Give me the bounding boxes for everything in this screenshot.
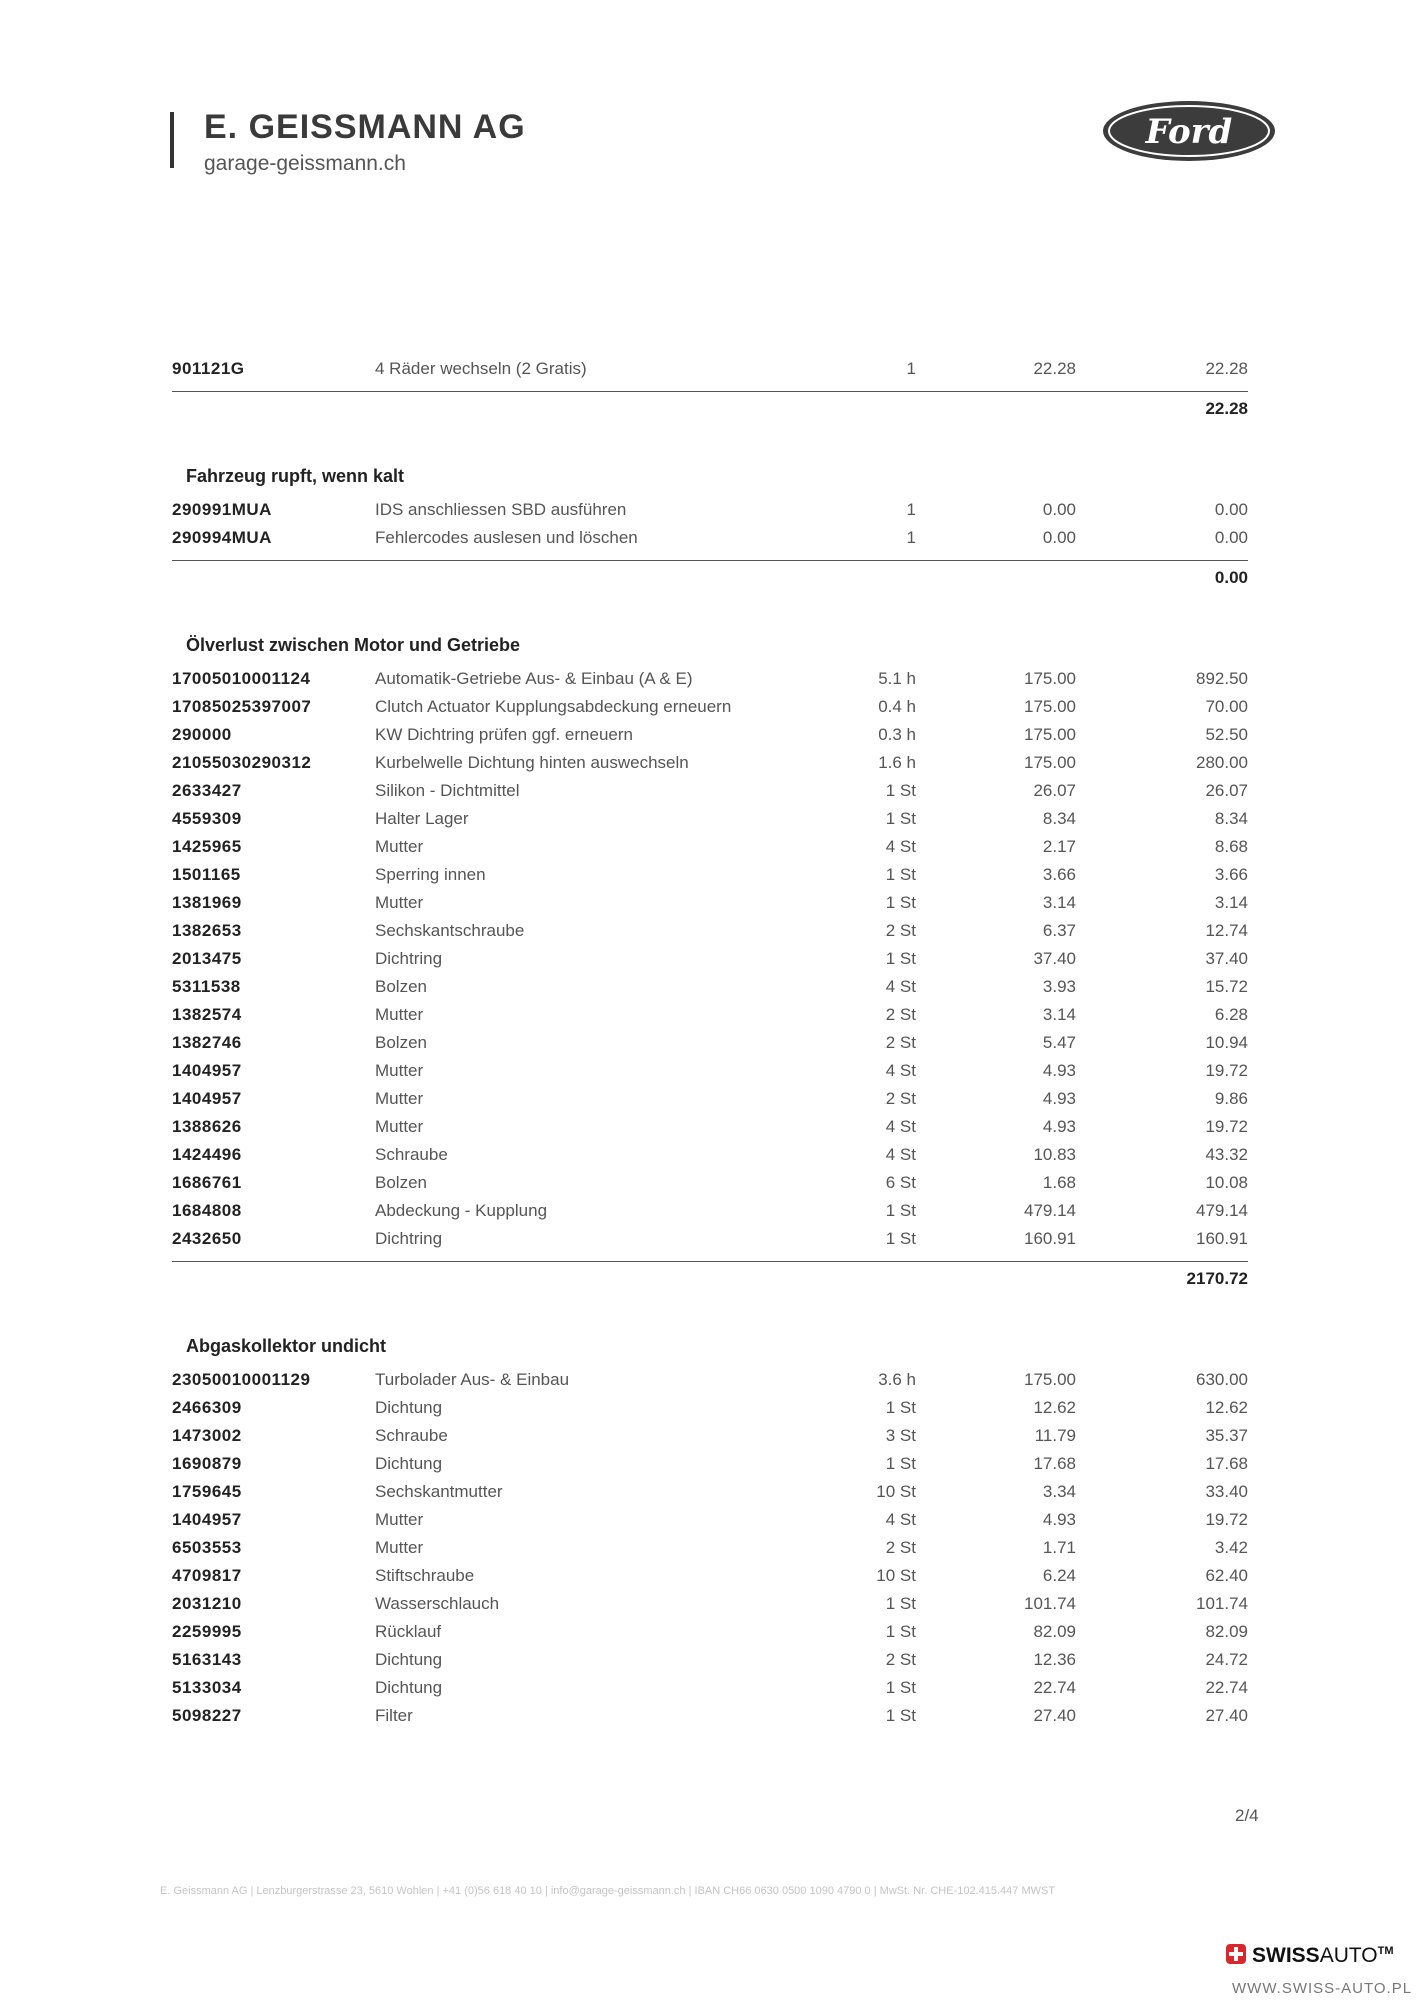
invoice-section xyxy=(0,1296,1426,1730)
item-quantity: 1 St xyxy=(885,1398,916,1417)
item-description: Schraube xyxy=(375,1145,448,1164)
item-description: Mutter xyxy=(375,893,424,912)
article-number: 1382653 xyxy=(172,921,242,940)
item-description: Sperring innen xyxy=(375,865,486,884)
line-total: 10.08 xyxy=(1205,1173,1248,1192)
line-item-row xyxy=(0,945,1426,973)
unit-price: 4.93 xyxy=(1042,1117,1076,1136)
unit-price: 0.00 xyxy=(1042,500,1076,519)
subtotal-value: 0.00 xyxy=(1214,568,1248,587)
unit-price: 82.09 xyxy=(1033,1622,1076,1641)
line-total: 43.32 xyxy=(1205,1145,1248,1164)
line-total: 12.62 xyxy=(1205,1398,1248,1417)
article-number: 5163143 xyxy=(172,1650,242,1669)
article-number: 1759645 xyxy=(172,1482,242,1501)
item-quantity: 2 St xyxy=(885,1089,916,1108)
line-item-row xyxy=(0,355,1426,383)
line-total: 22.28 xyxy=(1205,359,1248,378)
unit-price: 3.66 xyxy=(1042,865,1076,884)
article-number: 21055030290312 xyxy=(172,753,312,772)
line-item-row xyxy=(0,1646,1426,1674)
item-quantity: 0.4 h xyxy=(878,697,916,716)
line-item-row xyxy=(0,917,1426,945)
item-quantity: 1 St xyxy=(885,1706,916,1725)
item-description: Kurbelwelle Dichtung hinten auswechseln xyxy=(375,753,689,772)
invoice-section xyxy=(0,355,1426,426)
item-quantity: 3 St xyxy=(885,1426,916,1445)
line-total: 8.34 xyxy=(1214,809,1248,828)
item-quantity: 1 St xyxy=(885,1201,916,1220)
line-item-row xyxy=(0,1702,1426,1730)
item-description: Sechskantschraube xyxy=(375,921,525,940)
item-quantity: 2 St xyxy=(885,1033,916,1052)
article-number: 4709817 xyxy=(172,1566,242,1585)
article-number: 5098227 xyxy=(172,1706,242,1725)
unit-price: 26.07 xyxy=(1033,781,1076,800)
line-item-row xyxy=(0,889,1426,917)
unit-price: 22.28 xyxy=(1033,359,1076,378)
line-item-row xyxy=(0,1562,1426,1590)
article-number: 290000 xyxy=(172,725,232,744)
item-description: Wasserschlauch xyxy=(375,1594,500,1613)
line-total: 3.66 xyxy=(1214,865,1248,884)
article-number: 5133034 xyxy=(172,1678,242,1697)
unit-price: 175.00 xyxy=(1024,753,1076,772)
line-total: 33.40 xyxy=(1205,1482,1248,1501)
line-item-row xyxy=(0,1674,1426,1702)
unit-price: 10.83 xyxy=(1033,1145,1076,1164)
unit-price: 1.71 xyxy=(1042,1538,1076,1557)
line-item-row xyxy=(0,693,1426,721)
article-number: 1501165 xyxy=(172,865,241,884)
page-number: 2/4 xyxy=(1235,1806,1259,1825)
line-item-row xyxy=(0,1085,1426,1113)
line-total: 8.68 xyxy=(1214,837,1248,856)
letterhead-bar xyxy=(170,112,174,168)
line-item-row xyxy=(0,805,1426,833)
item-description: Bolzen xyxy=(375,1033,427,1052)
unit-price: 2.17 xyxy=(1042,837,1076,856)
section-title: Fahrzeug rupft, wenn kalt xyxy=(186,466,405,486)
line-total: 6.28 xyxy=(1214,1005,1248,1024)
item-description: Mutter xyxy=(375,1117,424,1136)
article-number: 290994MUA xyxy=(172,528,272,547)
section-spacer xyxy=(0,426,1426,456)
unit-price: 17.68 xyxy=(1033,1454,1076,1473)
unit-price: 175.00 xyxy=(1024,669,1076,688)
item-quantity: 4 St xyxy=(885,1145,916,1164)
unit-price: 175.00 xyxy=(1024,697,1076,716)
item-description: Turbolader Aus- & Einbau xyxy=(375,1370,570,1389)
line-total: 37.40 xyxy=(1205,949,1248,968)
company-name: E. GEISSMANN AG xyxy=(204,108,526,146)
line-item-row xyxy=(0,1141,1426,1169)
invoice-section xyxy=(0,595,1426,1296)
swiss-cross-icon xyxy=(1226,1944,1246,1964)
line-item-row xyxy=(0,721,1426,749)
unit-price: 6.24 xyxy=(1042,1566,1076,1585)
line-item-row xyxy=(0,524,1426,552)
article-number: 1404957 xyxy=(172,1089,242,1108)
watermark-tm: TM xyxy=(1377,1945,1394,1957)
line-total: 630.00 xyxy=(1196,1370,1248,1389)
line-total: 0.00 xyxy=(1214,500,1248,519)
unit-price: 22.74 xyxy=(1033,1678,1076,1697)
line-item-row xyxy=(0,1618,1426,1646)
item-quantity: 4 St xyxy=(885,837,916,856)
item-description: Rücklauf xyxy=(375,1622,442,1641)
item-description: Dichtung xyxy=(375,1398,443,1417)
article-number: 1404957 xyxy=(172,1061,242,1080)
item-quantity: 1 St xyxy=(885,1229,916,1248)
item-quantity: 1 St xyxy=(885,1678,916,1697)
unit-price: 3.34 xyxy=(1042,1482,1076,1501)
item-description: Dichtung xyxy=(375,1454,443,1473)
item-quantity: 1 St xyxy=(885,809,916,828)
item-quantity: 4 St xyxy=(885,977,916,996)
unit-price: 11.79 xyxy=(1034,1426,1076,1445)
watermark-brand-bold: SWISS xyxy=(1252,1944,1320,1967)
line-item-row xyxy=(0,1225,1426,1253)
unit-price: 175.00 xyxy=(1024,1370,1076,1389)
item-quantity: 1 xyxy=(906,528,916,547)
line-item-row xyxy=(0,665,1426,693)
section-title: Ölverlust zwischen Motor und Getriebe xyxy=(186,635,521,655)
section-spacer xyxy=(0,595,1426,625)
item-description: Filter xyxy=(375,1706,413,1725)
article-number: 1388626 xyxy=(172,1117,242,1136)
item-description: Dichtring xyxy=(375,1229,443,1248)
unit-price: 12.62 xyxy=(1033,1398,1076,1417)
item-quantity: 1 St xyxy=(885,865,916,884)
item-description: IDS anschliessen SBD ausführen xyxy=(375,500,627,519)
unit-price: 479.14 xyxy=(1024,1201,1076,1220)
article-number: 2466309 xyxy=(172,1398,242,1417)
unit-price: 4.93 xyxy=(1042,1510,1076,1529)
item-quantity: 1 St xyxy=(885,893,916,912)
article-number: 1686761 xyxy=(172,1173,242,1192)
section-subtotal xyxy=(0,392,1426,426)
item-quantity: 6 St xyxy=(885,1173,916,1192)
watermark-url: WWW.SWISS-AUTO.PL xyxy=(1232,1980,1413,1997)
item-quantity: 1.6 h xyxy=(878,753,916,772)
item-description: Silikon - Dichtmittel xyxy=(375,781,520,800)
line-item-row xyxy=(0,1506,1426,1534)
item-description: Clutch Actuator Kupplungsabdeckung erneuern xyxy=(375,697,732,716)
item-description: Fehlercodes auslesen und löschen xyxy=(375,528,638,547)
line-item-row xyxy=(0,1590,1426,1618)
line-total: 0.00 xyxy=(1214,528,1248,547)
article-number: 2259995 xyxy=(172,1622,242,1641)
article-number: 1473002 xyxy=(172,1426,242,1445)
line-item-row xyxy=(0,833,1426,861)
unit-price: 101.74 xyxy=(1024,1594,1076,1613)
line-total: 62.40 xyxy=(1205,1566,1248,1585)
article-number: 2013475 xyxy=(172,949,242,968)
unit-price: 27.40 xyxy=(1033,1706,1076,1725)
item-quantity: 0.3 h xyxy=(878,725,916,744)
line-item-row xyxy=(0,861,1426,889)
line-item-row xyxy=(0,1394,1426,1422)
line-total: 9.86 xyxy=(1214,1089,1248,1108)
item-quantity: 2 St xyxy=(885,1005,916,1024)
article-number: 1382574 xyxy=(172,1005,242,1024)
article-number: 5311538 xyxy=(172,977,241,996)
unit-price: 3.14 xyxy=(1042,893,1076,912)
line-total: 160.91 xyxy=(1196,1229,1248,1248)
item-description: Mutter xyxy=(375,1510,424,1529)
unit-price: 3.14 xyxy=(1042,1005,1076,1024)
item-quantity: 1 St xyxy=(885,1594,916,1613)
line-item-row xyxy=(0,1001,1426,1029)
item-description: Bolzen xyxy=(375,1173,427,1192)
article-number: 1424496 xyxy=(172,1145,242,1164)
article-number: 17085025397007 xyxy=(172,697,312,716)
item-description: Mutter xyxy=(375,1061,424,1080)
item-quantity: 10 St xyxy=(876,1566,916,1585)
item-description: Dichtung xyxy=(375,1678,443,1697)
unit-price: 8.34 xyxy=(1042,809,1076,828)
item-quantity: 4 St xyxy=(885,1061,916,1080)
item-description: Dichtring xyxy=(375,949,443,968)
line-total: 3.14 xyxy=(1214,893,1248,912)
item-description: Halter Lager xyxy=(375,809,469,828)
item-quantity: 2 St xyxy=(885,1650,916,1669)
line-item-row xyxy=(0,1422,1426,1450)
line-item-row xyxy=(0,1478,1426,1506)
line-item-row xyxy=(0,1113,1426,1141)
line-item-row xyxy=(0,1534,1426,1562)
line-total: 479.14 xyxy=(1196,1201,1248,1220)
item-quantity: 1 St xyxy=(885,1454,916,1473)
article-number: 290991MUA xyxy=(172,500,272,519)
item-quantity: 2 St xyxy=(885,1538,916,1557)
line-item-row xyxy=(0,1169,1426,1197)
item-description: Schraube xyxy=(375,1426,448,1445)
unit-price: 3.93 xyxy=(1042,977,1076,996)
line-total: 26.07 xyxy=(1205,781,1248,800)
line-item-row xyxy=(0,1029,1426,1057)
line-item-row xyxy=(0,1450,1426,1478)
unit-price: 160.91 xyxy=(1024,1229,1076,1248)
line-total: 52.50 xyxy=(1205,725,1248,744)
line-total: 24.72 xyxy=(1205,1650,1248,1669)
item-quantity: 4 St xyxy=(885,1510,916,1529)
unit-price: 0.00 xyxy=(1042,528,1076,547)
item-description: Mutter xyxy=(375,1089,424,1108)
line-item-row xyxy=(0,496,1426,524)
item-description: Stiftschraube xyxy=(375,1566,475,1585)
unit-price: 5.47 xyxy=(1042,1033,1076,1052)
watermark-brand-light: AUTO xyxy=(1319,1944,1378,1967)
item-quantity: 1 St xyxy=(885,781,916,800)
item-quantity: 1 St xyxy=(885,1622,916,1641)
line-total: 82.09 xyxy=(1205,1622,1248,1641)
line-total: 17.68 xyxy=(1205,1454,1248,1473)
line-total: 280.00 xyxy=(1196,753,1248,772)
line-item-row xyxy=(0,749,1426,777)
line-total: 35.37 xyxy=(1205,1426,1248,1445)
article-number: 1690879 xyxy=(172,1454,242,1473)
company-website: garage-geissmann.ch xyxy=(204,152,406,175)
item-description: Bolzen xyxy=(375,977,427,996)
unit-price: 4.93 xyxy=(1042,1089,1076,1108)
item-quantity: 3.6 h xyxy=(878,1370,916,1389)
invoice-section xyxy=(0,426,1426,595)
unit-price: 4.93 xyxy=(1042,1061,1076,1080)
item-quantity: 5.1 h xyxy=(878,669,916,688)
swissauto-watermark xyxy=(1226,1944,1394,1968)
item-quantity: 2 St xyxy=(885,921,916,940)
line-item-row xyxy=(0,1057,1426,1085)
item-description: 4 Räder wechseln (2 Gratis) xyxy=(375,359,587,378)
item-quantity: 1 St xyxy=(885,949,916,968)
line-total: 19.72 xyxy=(1205,1117,1248,1136)
item-description: KW Dichtring prüfen ggf. erneuern xyxy=(375,725,633,744)
item-quantity: 1 xyxy=(906,500,916,519)
article-number: 2031210 xyxy=(172,1594,242,1613)
line-total: 19.72 xyxy=(1205,1061,1248,1080)
line-total: 27.40 xyxy=(1205,1706,1248,1725)
article-number: 2432650 xyxy=(172,1229,242,1248)
section-spacer xyxy=(0,1296,1426,1326)
section-title: Abgaskollektor undicht xyxy=(186,1336,387,1356)
ford-logo-icon xyxy=(1100,98,1278,164)
line-item-row xyxy=(0,973,1426,1001)
invoice-sections xyxy=(0,355,1426,1730)
item-description: Mutter xyxy=(375,1005,424,1024)
article-number: 1425965 xyxy=(172,837,242,856)
item-description: Mutter xyxy=(375,1538,424,1557)
item-quantity: 10 St xyxy=(876,1482,916,1501)
line-total: 10.94 xyxy=(1205,1033,1248,1052)
unit-price: 12.36 xyxy=(1033,1650,1076,1669)
line-total: 15.72 xyxy=(1205,977,1248,996)
article-number: 1404957 xyxy=(172,1510,242,1529)
line-total: 12.74 xyxy=(1205,921,1248,940)
line-total: 70.00 xyxy=(1205,697,1248,716)
item-description: Abdeckung - Kupplung xyxy=(375,1201,548,1220)
line-total: 22.74 xyxy=(1205,1678,1248,1697)
article-number: 4559309 xyxy=(172,809,242,828)
line-item-row xyxy=(0,777,1426,805)
article-number: 901121G xyxy=(172,359,245,378)
unit-price: 6.37 xyxy=(1042,921,1076,940)
article-number: 1381969 xyxy=(172,893,242,912)
footer-line: E. Geissmann AG | Lenzburgerstrasse 23, 5610 Wohlen | +41 (0)56 618 40 10 | info@garage-geissmann.ch | IBAN CH66 0630 0500 1090 4790 0 | MwSt. Nr. CHE-102.415.447 MWST xyxy=(160,1885,1056,1897)
item-description: Sechskantmutter xyxy=(375,1482,503,1501)
article-number: 23050010001129 xyxy=(172,1370,311,1389)
section-subtotal xyxy=(0,561,1426,595)
item-description: Automatik-Getriebe Aus- & Einbau (A & E) xyxy=(375,669,693,688)
line-item-row xyxy=(0,1197,1426,1225)
unit-price: 1.68 xyxy=(1042,1173,1076,1192)
article-number: 2633427 xyxy=(172,781,242,800)
subtotal-value: 22.28 xyxy=(1205,399,1248,418)
line-total: 101.74 xyxy=(1196,1594,1248,1613)
item-description: Dichtung xyxy=(375,1650,443,1669)
subtotal-value: 2170.72 xyxy=(1186,1269,1248,1288)
line-total: 892.50 xyxy=(1196,669,1248,688)
item-quantity: 4 St xyxy=(885,1117,916,1136)
line-total: 3.42 xyxy=(1214,1538,1248,1557)
article-number: 6503553 xyxy=(172,1538,242,1557)
article-number: 1382746 xyxy=(172,1033,242,1052)
svg-text:Ford: Ford xyxy=(1145,112,1233,152)
article-number: 1684808 xyxy=(172,1201,242,1220)
section-subtotal xyxy=(0,1262,1426,1296)
line-total: 19.72 xyxy=(1205,1510,1248,1529)
article-number: 17005010001124 xyxy=(172,669,311,688)
line-item-row xyxy=(0,1366,1426,1394)
item-description: Mutter xyxy=(375,837,424,856)
item-quantity: 1 xyxy=(906,359,916,378)
unit-price: 175.00 xyxy=(1024,725,1076,744)
unit-price: 37.40 xyxy=(1033,949,1076,968)
